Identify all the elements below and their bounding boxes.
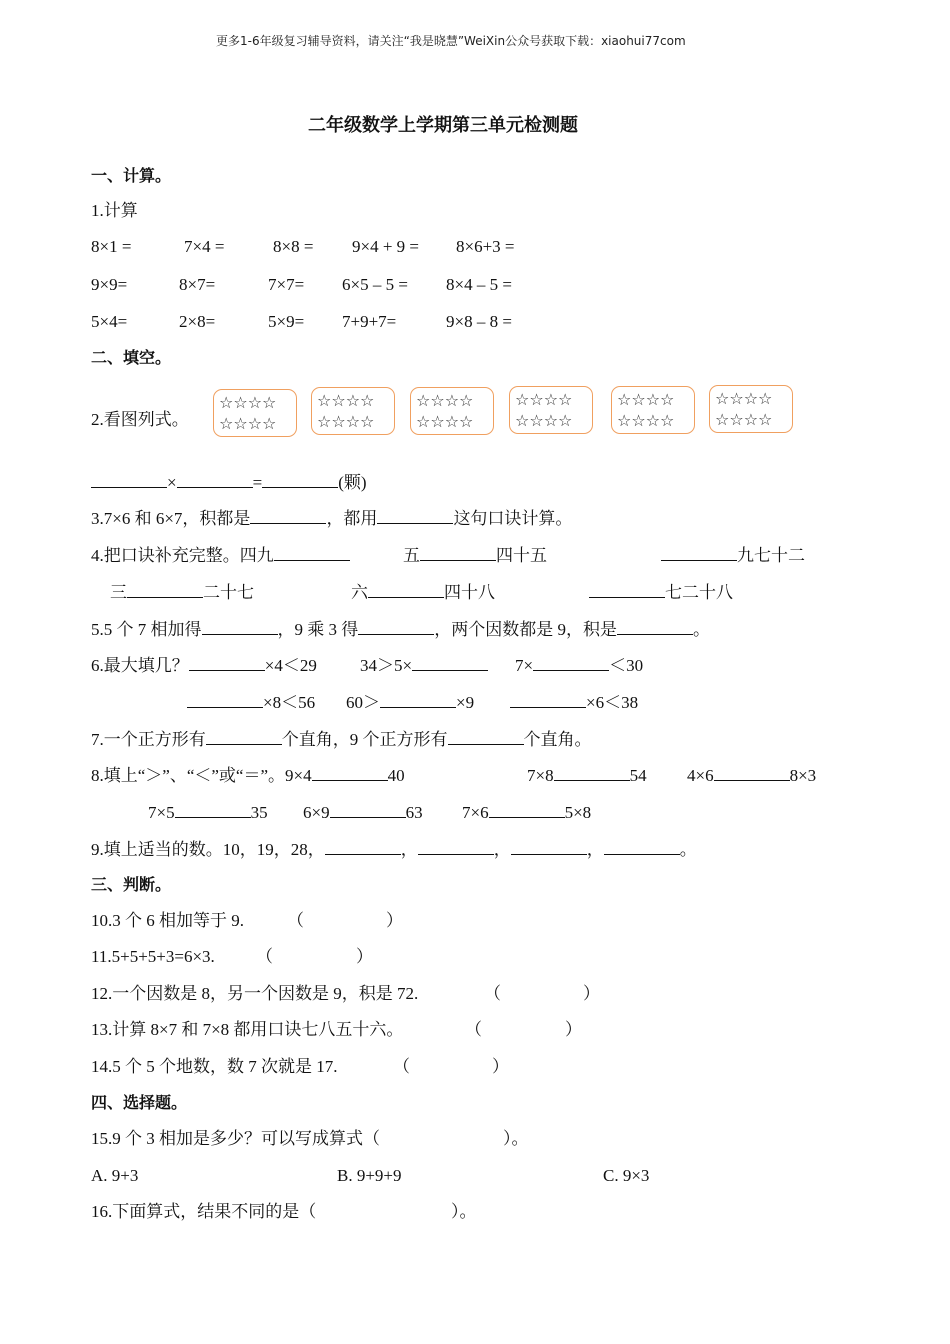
calc-item: 6×5 – 5 =: [342, 275, 408, 294]
q15-text: 15.9 个 3 相加是多少？可以写成算式（: [91, 1129, 380, 1148]
answer-blank[interactable]: [380, 693, 456, 708]
q7-line: 7.一个正方形有 个直角，9 个正方形有 个直角。: [91, 730, 592, 749]
answer-blank[interactable]: [175, 803, 251, 818]
star-group-box: [311, 387, 395, 435]
section-heading-choice: 四、选择题。: [91, 1093, 188, 1112]
calc-item: 8×8 =: [273, 237, 314, 256]
answer-blank[interactable]: [262, 473, 338, 488]
star-row: ☆☆☆☆: [617, 390, 675, 409]
calc-item: 9×9=: [91, 275, 128, 294]
q15-end: ）。: [503, 1129, 529, 1148]
answer-blank[interactable]: [325, 840, 401, 855]
star-row: ☆☆☆☆: [416, 412, 474, 431]
q12-text: 12.一个因数是 8，另一个因数是 9，积是 72.: [91, 984, 419, 1003]
answer-paren-right: ）: [492, 1057, 509, 1076]
calc-item: 8×7=: [179, 275, 216, 294]
calc-item: 2×8=: [179, 312, 216, 331]
q2-equation: [91, 473, 367, 491]
unit-label: (颗): [338, 473, 367, 492]
star-row: ☆☆☆☆: [515, 411, 573, 430]
q9-line: 9.填上适当的数。10，19，28， ， ， ， 。: [91, 840, 697, 859]
answer-blank[interactable]: [377, 509, 453, 524]
q11-text: 11.5+5+5+3=6×3.: [91, 947, 215, 966]
star-row: ☆☆☆☆: [715, 389, 773, 408]
q8-line1-part1: 8.填上“＞”、“＜”或“＝”。9×4 40: [91, 766, 405, 785]
answer-blank[interactable]: [448, 730, 524, 745]
answer-blank[interactable]: [589, 583, 665, 598]
times-sign: ×: [167, 473, 177, 492]
answer-blank[interactable]: [312, 766, 388, 781]
star-group-box: [509, 386, 593, 434]
answer-paren-left[interactable]: （: [465, 1020, 482, 1039]
section-heading-judge: 三、判断。: [91, 875, 172, 894]
option-a[interactable]: A. 9+3: [91, 1166, 139, 1185]
star-row: ☆☆☆☆: [416, 391, 474, 410]
answer-blank[interactable]: [533, 656, 609, 671]
answer-paren-right: ）: [356, 947, 373, 966]
answer-blank[interactable]: [418, 840, 494, 855]
answer-blank[interactable]: [489, 803, 565, 818]
q6-line2-part2: 60＞ ×9: [346, 693, 475, 712]
q8-line2-part1: 7×5 35: [148, 803, 268, 822]
q1-label: 1.计算: [91, 201, 138, 220]
q4-line1-part3: 九七十二: [661, 546, 805, 564]
calc-item: 5×4=: [91, 312, 128, 331]
answer-blank[interactable]: [510, 693, 586, 708]
answer-paren-right: ）: [386, 911, 403, 930]
star-row: ☆☆☆☆: [219, 393, 277, 412]
answer-blank[interactable]: [250, 509, 326, 524]
star-row: ☆☆☆☆: [617, 411, 675, 430]
star-row: ☆☆☆☆: [715, 410, 773, 429]
calc-item: 7×7=: [268, 275, 305, 294]
answer-blank[interactable]: [330, 803, 406, 818]
star-group-box: [213, 389, 297, 437]
answer-blank[interactable]: [604, 840, 680, 855]
q3-line: 3.7×6 和 6×7，积都是 ，都用 这句口诀计算。: [91, 509, 573, 528]
q4-line2-part3: 七二十八: [589, 583, 733, 601]
answer-blank[interactable]: [189, 656, 265, 671]
calc-item: 9×4 + 9 =: [352, 237, 420, 256]
q6-line1-part1: 6.最大填几？ ×4＜29: [91, 656, 317, 675]
q14-text: 14.5 个 5 个地数，数 7 次就是 17.: [91, 1057, 338, 1076]
answer-paren-left[interactable]: （: [256, 947, 273, 966]
star-row: ☆☆☆☆: [219, 414, 277, 433]
page-header-note: 更多1-6年级复习辅导资料，请关注“我是晓慧”WeiXin公众号获取下载：xiaohui77com: [216, 34, 686, 48]
star-row: ☆☆☆☆: [317, 412, 375, 431]
star-group-box: [410, 387, 494, 435]
calc-item: 8×1 =: [91, 237, 132, 256]
section-heading-calc: 一、计算。: [91, 166, 172, 185]
answer-blank[interactable]: [274, 546, 350, 561]
calc-item: 7+9+7=: [342, 312, 397, 331]
q16-text: 16.下面算式，结果不同的是（: [91, 1202, 317, 1221]
star-row: ☆☆☆☆: [515, 390, 573, 409]
q6-line1-part2: 34＞5×: [360, 656, 488, 674]
q8-line1-part2: 7×8 54: [527, 766, 647, 785]
calc-item: 9×8 – 8 =: [446, 312, 512, 331]
q8-line2-part2: 6×9 63: [303, 803, 423, 822]
q4-line2-part1: 三 二十七: [110, 583, 254, 602]
answer-blank[interactable]: [617, 620, 693, 635]
star-row: ☆☆☆☆: [317, 391, 375, 410]
answer-paren-left[interactable]: （: [393, 1057, 410, 1076]
answer-blank[interactable]: [202, 620, 278, 635]
q5-line: 5.5 个 7 相加得 ，9 乘 3 得 ，两个因数都是 9，积是 。: [91, 620, 710, 639]
q4-line2-part2: 六 四十八: [351, 583, 495, 602]
answer-paren-right: ）: [583, 984, 600, 1003]
answer-blank[interactable]: [661, 546, 737, 561]
q16-end: ）。: [451, 1202, 477, 1221]
q4-line1-part2: 五 四十五: [403, 546, 547, 565]
page-title: 二年级数学上学期第三单元检测题: [308, 115, 578, 136]
answer-blank[interactable]: [714, 766, 790, 781]
q13-text: 13.计算 8×7 和 7×8 都用口诀七八五十六。: [91, 1020, 404, 1039]
star-group-box: [709, 385, 793, 433]
q6-line1-part3: 7× ＜30: [515, 656, 644, 675]
calc-item: 7×4 =: [184, 237, 225, 256]
calc-item: 8×4 – 5 =: [446, 275, 512, 294]
answer-blank[interactable]: [127, 583, 203, 598]
q10-text: 10.3 个 6 相加等于 9.: [91, 911, 244, 930]
q4-line1-part1: 4.把口诀补充完整。四九: [91, 546, 350, 564]
calc-item: 5×9=: [268, 312, 305, 331]
answer-blank[interactable]: [368, 583, 444, 598]
equals-sign: =: [252, 473, 263, 492]
answer-blank[interactable]: [187, 693, 263, 708]
answer-paren-left[interactable]: （: [484, 984, 501, 1003]
option-c[interactable]: C. 9×3: [603, 1166, 650, 1185]
star-group-box: [611, 386, 695, 434]
q8-line2-part3: 7×6 5×8: [462, 803, 592, 822]
q6-line2-part3: ×6＜38: [510, 693, 638, 711]
section-heading-fill: 二、填空。: [91, 348, 172, 367]
q2-label: 2.看图列式。: [91, 410, 189, 429]
answer-paren-right: ）: [565, 1020, 582, 1039]
answer-blank[interactable]: [206, 730, 282, 745]
option-b[interactable]: B. 9+9+9: [337, 1166, 402, 1185]
q6-line2-part1: ×8＜56: [187, 693, 315, 711]
answer-blank[interactable]: [177, 473, 253, 488]
calc-item: 8×6+3 =: [456, 237, 515, 256]
answer-blank[interactable]: [91, 473, 167, 488]
q8-line1-part3: 4×6 8×3: [687, 766, 817, 785]
answer-blank[interactable]: [412, 656, 488, 671]
answer-blank[interactable]: [554, 766, 630, 781]
answer-blank[interactable]: [358, 620, 434, 635]
answer-blank[interactable]: [511, 840, 587, 855]
answer-blank[interactable]: [420, 546, 496, 561]
answer-paren-left[interactable]: （: [287, 911, 304, 930]
